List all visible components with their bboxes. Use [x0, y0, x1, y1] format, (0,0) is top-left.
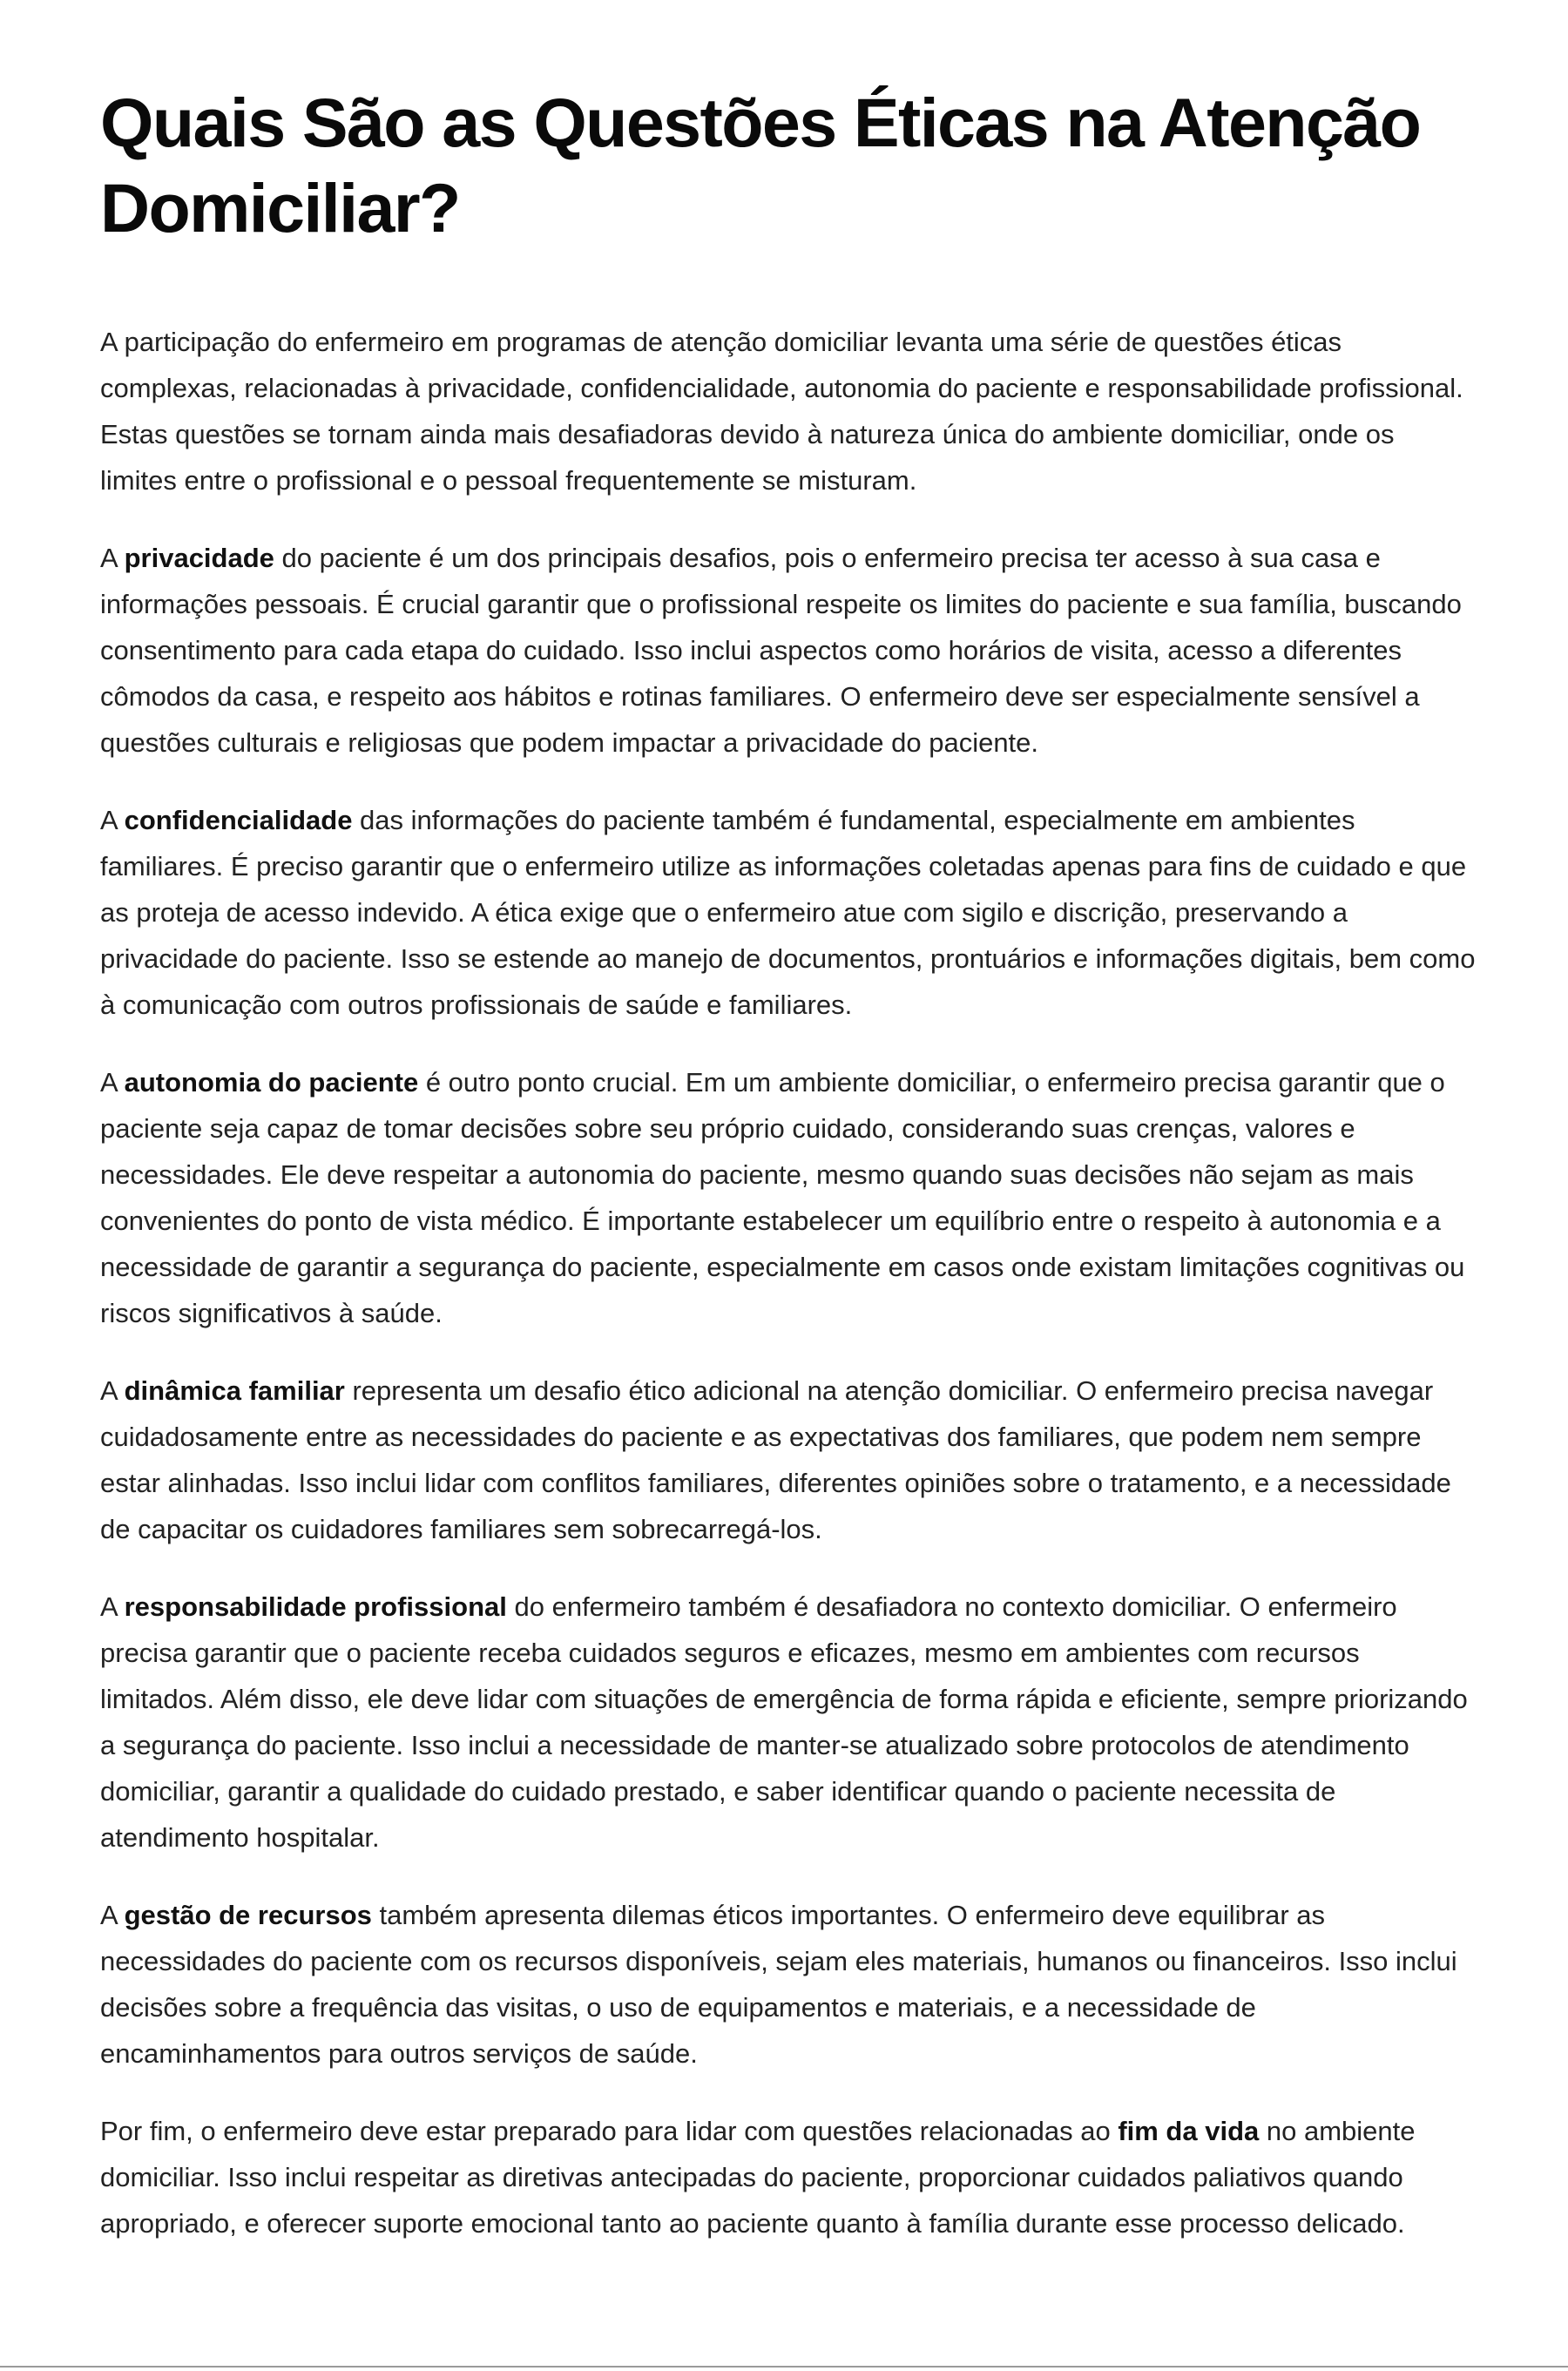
key-term: confidencialidade — [124, 805, 353, 835]
key-term: privacidade — [124, 543, 274, 573]
paragraph-text-after: no ambiente domiciliar. Isso inclui respeitar as diretivas antecipadas do paciente, proporcionar cuidados paliativos quando apropriado, e oferecer suporte emocional tanto ao paciente quanto à família durante esse processo delicado. — [100, 2116, 1416, 2239]
paragraph-text-before: A — [100, 543, 125, 573]
page-title: Quais São as Questões Éticas na Atenção Domiciliar? — [100, 84, 1421, 247]
paragraph-text-after: do paciente é um dos principais desafios, pois o enfermeiro precisa ter acesso à sua casa e informações pessoais. É crucial garantir que o profissional respeite os limites do paciente e sua família, buscando consentimento para cada etapa do cuidado. Isso inclui aspectos como horários de visita, acesso a diferentes cômodos da casa, e respeito aos hábitos e rotinas familiares. O enfermeiro deve ser especialmente sensível a questões culturais e religiosas que podem impactar a privacidade do paciente. — [100, 543, 1462, 758]
key-term: autonomia do paciente — [124, 1067, 419, 1098]
paragraph-text-after: é outro ponto crucial. Em um ambiente domiciliar, o enfermeiro precisa garantir que o paciente seja capaz de tomar decisões sobre seu próprio cuidado, considerando suas crenças, valores e necessidades. Ele deve respeitar a autonomia do paciente, mesmo quando suas decisões não sejam as mais convenientes do ponto de vista médico. É importante estabelecer um equilíbrio entre o respeito à autonomia e a necessidade de garantir a segurança do paciente, especialmente em casos onde existam limitações cognitivas ou riscos significativos à saúde. — [100, 1067, 1465, 1328]
paragraph-privacidade — [100, 535, 1477, 766]
paragraph-dinamica-familiar — [100, 1368, 1477, 1552]
article — [100, 80, 1477, 2278]
paragraph-text-before: A — [100, 1067, 125, 1098]
key-term: fim da vida — [1118, 2116, 1260, 2146]
paragraph-text-before: A — [100, 805, 125, 835]
paragraph-intro — [100, 319, 1477, 503]
paragraph-text-before: A — [100, 1375, 125, 1406]
paragraph-fim-da-vida — [100, 2108, 1477, 2246]
paragraph-text-before: A — [100, 1591, 125, 1622]
paragraph-text-before: Por fim, o enfermeiro deve estar preparado para lidar com questões relacionadas ao — [100, 2116, 1119, 2146]
paragraph-text-after: também apresenta dilemas éticos importantes. O enfermeiro deve equilibrar as necessidades do paciente com os recursos disponíveis, sejam eles materiais, humanos ou financeiros. Isso inclui decisões sobre a frequência das visitas, o uso de equipamentos e materiais, e a necessidade de encaminhamentos para outros serviços de saúde. — [100, 1900, 1457, 2069]
key-term: dinâmica familiar — [124, 1375, 345, 1406]
paragraph-text-after: das informações do paciente também é fundamental, especialmente em ambientes familiares. É preciso garantir que o enfermeiro utilize as informações coletadas apenas para fins de cuidado e que as proteja de acesso indevido. A ética exige que o enfermeiro atue com sigilo e discrição, preservando a privacidade do paciente. Isso se estende ao manejo de documentos, prontuários e informações digitais, bem como à comunicação com outros profissionais de saúde e familiares. — [100, 805, 1476, 1020]
paragraph-responsabilidade — [100, 1584, 1477, 1861]
paragraph-text-after: representa um desafio ético adicional na atenção domiciliar. O enfermeiro precisa navegar cuidadosamente entre as necessidades do paciente e as expectativas dos familiares, que podem nem sempre estar alinhadas. Isso inclui lidar com conflitos familiares, diferentes opiniões sobre o tratamento, e a necessidade de capacitar os cuidadores familiares sem sobrecarregá-los. — [100, 1375, 1451, 1544]
key-term: gestão de recursos — [124, 1900, 372, 1930]
paragraph-text-after: do enfermeiro também é desafiadora no contexto domiciliar. O enfermeiro precisa garantir que o paciente receba cuidados seguros e eficazes, mesmo em ambientes com recursos limitados. Além disso, ele deve lidar com situações de emergência de forma rápida e eficiente, sempre priorizando a segurança do paciente. Isso inclui a necessidade de manter-se atualizado sobre protocolos de atendimento domiciliar, garantir a qualidade do cuidado prestado, e saber identificar quando o paciente necessita de atendimento hospitalar. — [100, 1591, 1468, 1853]
paragraph-confidencialidade — [100, 797, 1477, 1028]
article-body — [100, 319, 1477, 2246]
key-term: responsabilidade profissional — [124, 1591, 507, 1622]
paragraph-gestao-recursos — [100, 1892, 1477, 2077]
paragraph-text: A participação do enfermeiro em programas de atenção domiciliar levanta uma série de questões éticas complexas, relacionadas à privacidade, confidencialidade, autonomia do paciente e responsabilidade profissional. Estas questões se tornam ainda mais desafiadoras devido à natureza única do ambiente domiciliar, onde os limites entre o profissional e o pessoal frequentemente se misturam. — [100, 327, 1463, 496]
page-bottom-divider — [0, 2366, 1568, 2368]
paragraph-autonomia — [100, 1059, 1477, 1336]
paragraph-text-before: A — [100, 1900, 125, 1930]
